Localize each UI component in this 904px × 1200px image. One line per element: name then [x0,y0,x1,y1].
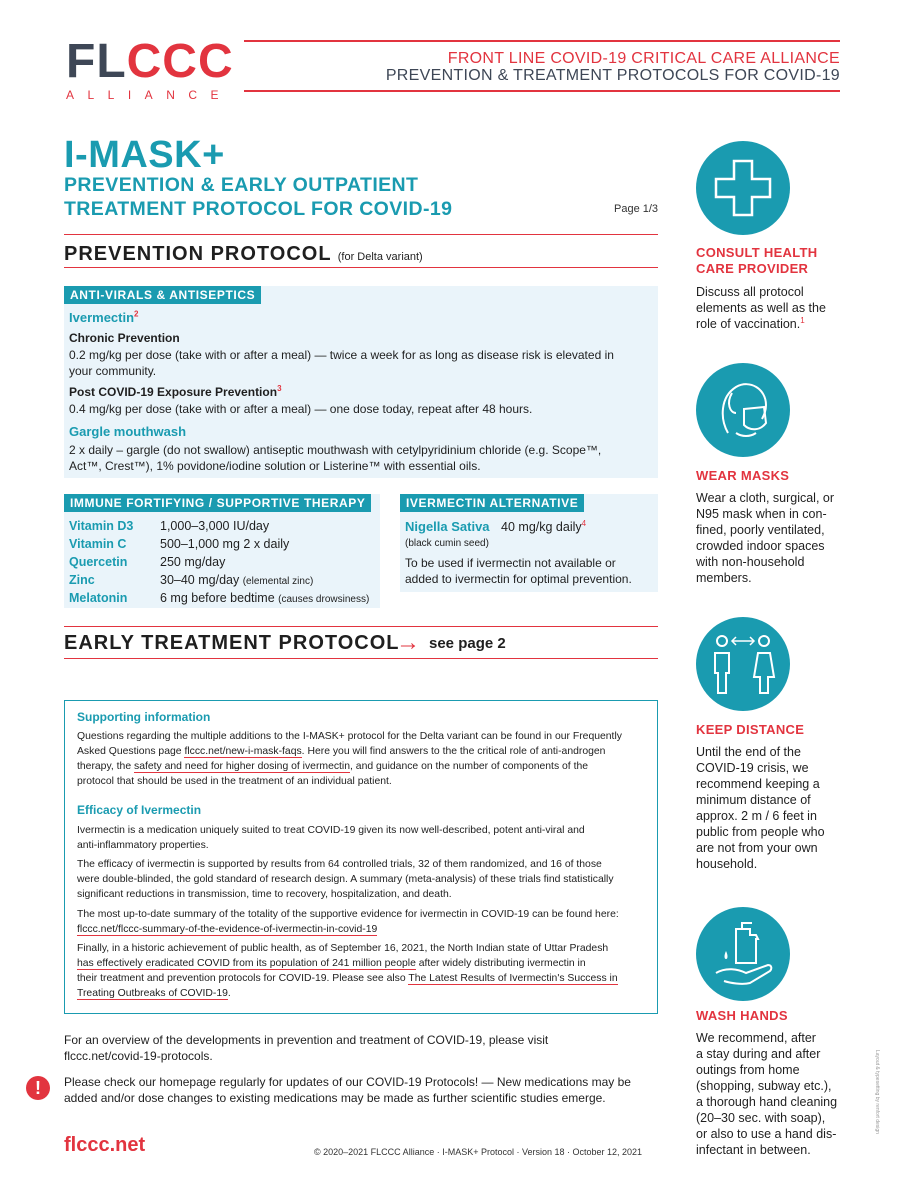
arrow-right-icon: → [396,629,420,656]
ep4-period: . [227,988,231,999]
ref-4: 4 [581,518,587,528]
ep1-line2: anti-inflammatory properties. [77,840,209,851]
header-doc-name: PREVENTION & TREATMENT PROTOCOLS FOR COVID-19 [385,67,840,84]
hands-line: outings from home [696,1063,800,1077]
divider [64,234,658,235]
distance-heading: KEEP DISTANCE [696,722,805,737]
hand-wash-icon [696,907,790,1001]
nigella-name: Nigella Sativa [405,519,490,534]
divider [64,267,658,268]
sp1-line2-rest: . Here you will find answers to the the critical role of anti-androgen [301,746,606,757]
header-org-name: FRONT LINE COVID-19 CRITICAL CARE ALLIANCE [447,50,840,67]
supporting-paragraph [77,729,649,789]
gargle-text [69,442,654,474]
chronic-text [69,347,654,379]
header-rule-bottom [244,90,840,92]
ref-1: 1 [800,315,805,325]
masks-text [696,490,846,586]
ref-2: 2 [134,309,139,319]
logo-ccc: CCC [126,35,234,88]
logo-fl: FL [66,35,127,88]
ep2-line1: The efficacy of ivermectin is supported by results from 64 controlled trials, 32 of them randomized, and 16 of those [77,859,602,870]
supporting-heading: Supporting information [77,710,211,724]
dosing-link[interactable]: safety and need for higher dosing of ivermectin [134,761,351,772]
gargle-line1: 2 x daily – gargle (do not swallow) antiseptic mouthwash with cetylpyridinium chloride (e.g. Scope™, [69,443,602,457]
antivirals-tag: ANTI-VIRALS & ANTISEPTICS [64,286,261,304]
medical-cross-icon [696,141,790,235]
vitamin-d3-dose: 1,000–3,000 IU/day [160,519,270,533]
gargle-line2: Act™, Crest™), 1% povidone/iodine solution or Listerine™ with essential oils. [69,459,481,473]
divider [64,626,658,627]
efficacy-paragraph-1 [77,823,649,853]
subtitle-line2: TREATMENT PROTOCOL FOR COVID-19 [64,198,453,220]
sp1-line3 [77,759,649,774]
sp1-line4: protocol that should be used in the treatment of an individual patient. [77,776,392,787]
prevention-heading-text: PREVENTION PROTOCOL [64,243,332,265]
latest-results-link[interactable]: The Latest Results of Ivermectin's Success in [408,973,618,984]
hands-text [696,1030,846,1158]
melatonin-dose-text: 6 mg before bedtime [160,591,275,605]
zinc-name: Zinc [69,573,95,587]
immune-box [64,494,380,608]
distance-line: minimum distance of [696,793,811,807]
overview-link[interactable]: flccc.net/covid-19-protocols. [64,1049,213,1063]
post-exposure-text: 0.4 mg/kg per dose (take with or after a meal) — one dose today, repeat after 48 hours. [69,402,533,416]
masks-line: members. [696,571,752,585]
uttar-pradesh-link[interactable]: has effectively eradicated COVID from its population of 241 million people [77,958,416,969]
efficacy-heading: Efficacy of Ivermectin [77,803,202,817]
consult-line3-text: role of vaccination. [696,317,801,331]
overview-paragraph [64,1032,664,1064]
sp1-line2 [77,744,649,759]
chronic-label: Chronic Prevention [69,331,180,345]
quercetin-name: Quercetin [69,555,128,569]
footer-copyright: © 2020–2021 FLCCC Alliance · I-MASK+ Protocol · Version 18 · October 12, 2021 [314,1147,643,1157]
post-exposure-label [69,385,282,399]
vitamin-c-dose: 500–1,000 mg 2 x daily [160,537,290,551]
distance-text [696,744,846,872]
hands-line: (shopping, subway etc.), [696,1079,832,1093]
vitamin-c-name: Vitamin C [69,537,127,551]
melatonin-name: Melatonin [69,591,128,605]
zinc-note: (elemental zinc) [242,576,314,587]
layout-credit: Layout & typesetting by renfort design [874,1050,880,1134]
evidence-summary-link[interactable]: flccc.net/flccc-summary-of-the-evidence-of-ivermectin-in-covid-19 [77,924,378,935]
masks-line: with non-household [696,555,805,569]
efficacy-paragraph-2 [77,857,649,902]
efficacy-paragraph-4 [77,941,649,1001]
masks-heading: WEAR MASKS [696,468,790,483]
antivirals-box [64,286,658,478]
consult-heading-1: CONSULT HEALTH [696,245,818,260]
warning-icon: ! [26,1076,50,1100]
hands-line: a stay during and after [696,1047,821,1061]
efficacy-paragraph-3 [77,907,649,937]
ep4-line4 [77,986,649,1001]
ep4-line1: Finally, in a historic achievement of public health, as of September 16, 2021, the North Indian state of Uttar Pradesh [77,943,609,954]
faq-link[interactable]: flccc.net/new-i-mask-faqs [184,746,302,757]
masks-line: N95 mask when in con- [696,507,827,521]
sp1-line2-text: Asked Questions page [77,746,185,757]
consult-line2: elements as well as the [696,301,826,315]
distance-line: public from people who [696,825,825,839]
warning-paragraph [64,1074,664,1106]
divider [64,658,658,659]
early-treatment-heading: EARLY TREATMENT PROTOCOL [64,632,400,654]
flccc-logo [66,35,236,102]
warning-line1: Please check our homepage regularly for updates of our COVID-19 Protocols! — New medications may be [64,1075,631,1089]
nigella-row [405,519,586,534]
ep3-line2 [77,922,649,937]
consult-line1: Discuss all protocol [696,285,804,299]
chronic-line1: 0.2 mg/kg per dose (take with or after a meal) — twice a week for as long as disease risk is elevated in [69,348,614,362]
nigella-common: (black cumin seed) [405,538,489,549]
zinc-dose [160,573,313,587]
nigella-dose: 40 mg/kg daily [501,520,582,534]
ivermectin-title [69,310,139,325]
masks-line: crowded indoor spaces [696,539,825,553]
melatonin-note: (causes drowsiness) [278,594,370,605]
page-indicator: Page 1/3 [614,203,659,215]
supporting-info-box [64,700,658,1014]
hands-line: a thorough hand cleaning [696,1095,838,1109]
hands-line: (20–30 sec. with soap), [696,1111,826,1125]
ep4-line3-text: their treatment and prevention protocols for COVID-19. Please see also [77,973,409,984]
gargle-title: Gargle mouthwash [69,424,187,439]
nigella-line1: To be used if ivermectin not available or [405,556,616,570]
nigella-text [405,555,655,587]
hands-line: or also to use a hand dis- [696,1127,837,1141]
ep2-line2: were double-blinded, the gold standard of research design. A summary (meta-analysis) of these trials find statistically [77,874,614,885]
vitamin-d3-name: Vitamin D3 [69,519,134,533]
sp1-line3-rest: , and guidance on the number of components of the [350,761,589,772]
ep4-line2-rest: after widely distributing ivermectin in [415,958,586,969]
ep1-line1: Ivermectin is a medication uniquely suited to treat COVID-19 given its now well-described, potent anti-viral and [77,825,585,836]
sp1-line1: Questions regarding the multiple additions to the I-MASK+ protocol for the Delta variant can be found in our Frequently [77,731,622,742]
ep4-line2 [77,956,649,971]
footer-website-link[interactable]: flccc.net [64,1134,146,1156]
alternative-tag: IVERMECTIN ALTERNATIVE [400,494,584,512]
chronic-line2: your community. [69,364,157,378]
masks-line: fined, poorly ventilated, [696,523,825,537]
social-distance-icon [696,617,790,711]
distance-line: approx. 2 m / 6 feet in [696,809,817,823]
distance-line: recommend keeping a [696,777,820,791]
prevention-note: (for Delta variant) [337,251,423,263]
distance-line: household. [696,857,758,871]
ep2-line3: significant reductions in transmission, time to recovery, hospitalization, and death. [77,889,452,900]
distance-line: COVID-19 crisis, we [696,761,809,775]
ep3-line1: The most up-to-date summary of the totality of the supportive evidence for ivermectin in COVID-19 can be found here: [77,909,619,920]
see-page-2-link[interactable]: see page 2 [429,635,506,652]
ivermectin-label: Ivermectin [69,310,135,325]
overview-line1: For an overview of the developments in prevention and treatment of COVID-19, please visit [64,1033,549,1047]
quercetin-dose: 250 mg/day [160,555,226,569]
distance-line: Until the end of the [696,745,801,759]
immune-tag: IMMUNE FORTIFYING / SUPPORTIVE THERAPY [64,494,371,512]
consult-line3 [696,316,846,332]
nigella-line2: added to ivermectin for optimal prevention. [405,572,632,586]
post-label-text: Post COVID-19 Exposure Prevention [69,385,278,399]
masks-line: Wear a cloth, surgical, or [696,491,835,505]
hands-line: We recommend, after [696,1031,816,1045]
latest-results-link-cont[interactable]: Treating Outbreaks of COVID-19 [77,988,228,999]
melatonin-dose [160,591,369,605]
hands-line: infectant in between. [696,1143,811,1157]
warning-line2: added and/or dose changes to existing medications may be made as further scientific studies emerge. [64,1091,606,1105]
ep4-line3 [77,971,649,986]
consult-heading [696,245,817,277]
ref-3: 3 [277,384,282,393]
page-title: I-MASK+ [64,134,225,176]
logo-alliance: ALLIANCE [66,88,233,102]
hands-heading: WASH HANDS [696,1008,788,1023]
page-subtitle [64,173,452,221]
consult-text [696,284,846,332]
alternative-box [400,494,658,592]
zinc-dose-text: 30–40 mg/day [160,573,240,587]
sp1-line3-text: therapy, the [77,761,134,772]
consult-heading-2: CARE PROVIDER [696,261,809,276]
prevention-heading [64,243,423,266]
subtitle-line1: PREVENTION & EARLY OUTPATIENT [64,174,419,196]
distance-line: are not from your own [696,841,818,855]
header-rule-top [244,40,840,42]
face-mask-icon [696,363,790,457]
